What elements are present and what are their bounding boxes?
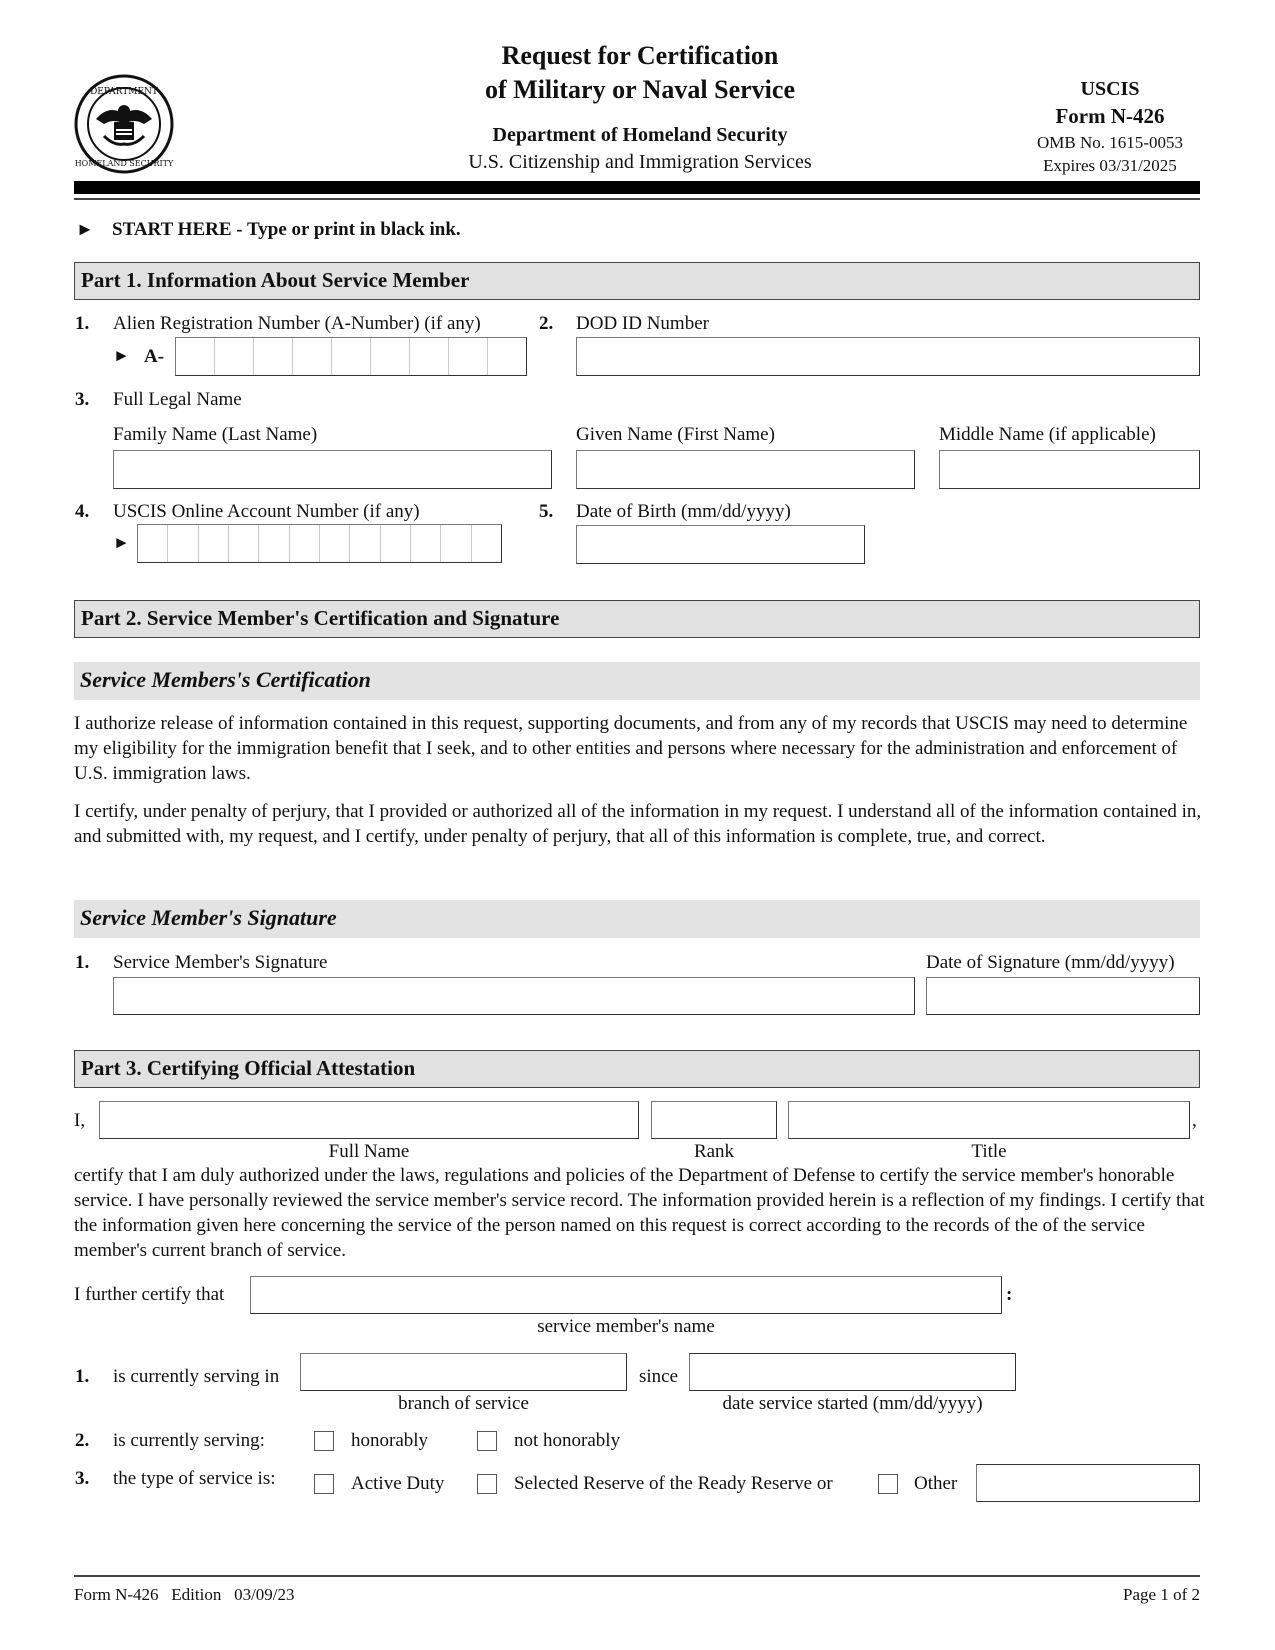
other-label: Other xyxy=(914,1473,958,1494)
selected-reserve-checkbox[interactable] xyxy=(477,1474,497,1494)
title-caption: Title xyxy=(971,1141,1007,1162)
expiration-date: Expires 03/31/2025 xyxy=(1043,156,1177,175)
member-signature-label: Service Member's Signature xyxy=(113,952,328,973)
selected-reserve-label: Selected Reserve of the Ready Reserve or xyxy=(514,1473,833,1494)
middle-name-input[interactable] xyxy=(939,450,1200,489)
department-name: Department of Homeland Security xyxy=(492,124,788,146)
member-signature-input[interactable] xyxy=(113,977,915,1015)
middle-name-label: Middle Name (if applicable) xyxy=(939,424,1156,445)
q3-number: 3. xyxy=(75,389,90,410)
branch-caption: branch of service xyxy=(398,1393,529,1414)
footer-form-edition: Form N-426 Edition 03/09/23 xyxy=(74,1585,295,1604)
a-number-arrow: ► xyxy=(113,346,130,365)
form-title-line2: of Military or Naval Service xyxy=(485,75,795,104)
branch-of-service-input[interactable] xyxy=(300,1353,627,1391)
q1-number: 1. xyxy=(75,313,90,334)
active-duty-label: Active Duty xyxy=(351,1473,445,1494)
start-here-text: - Type or print in black ink. xyxy=(231,219,461,240)
a-number-input[interactable] xyxy=(175,337,527,376)
service-start-date-input[interactable] xyxy=(689,1353,1016,1391)
signature-subheader: Service Member's Signature xyxy=(74,900,1200,938)
svg-text:HOMELAND SECURITY: HOMELAND SECURITY xyxy=(74,159,174,168)
a-number-prefix: A- xyxy=(144,346,165,367)
official-title-input[interactable] xyxy=(788,1101,1190,1139)
certification-paragraph-2: I certify, under penalty of perjury, that I provided or authorized all of the information in my request. I understand all of the information contained in, and submitted with, my request, and I certify, under penalty of perjury, that all of this information is complete, true, and correct. xyxy=(74,801,1202,847)
dod-id-input[interactable] xyxy=(576,337,1200,376)
dhs-seal-icon xyxy=(74,74,174,174)
i-label: I, xyxy=(74,1110,86,1131)
since-label: since xyxy=(639,1366,679,1387)
p3-q1-number: 1. xyxy=(75,1366,90,1387)
date-of-birth-input[interactable] xyxy=(576,525,865,564)
header-thin-rule xyxy=(74,198,1200,200)
service-member-name-input[interactable] xyxy=(250,1276,1002,1314)
family-name-label: Family Name (Last Name) xyxy=(113,424,318,445)
title-comma: , xyxy=(1192,1110,1197,1131)
not-honorably-label: not honorably xyxy=(514,1430,621,1451)
service-type-label: the type of service is: xyxy=(113,1468,276,1489)
serving-in-label: is currently serving in xyxy=(113,1366,280,1387)
header-thick-rule xyxy=(74,181,1200,194)
full-legal-name-label: Full Legal Name xyxy=(113,389,242,410)
rank-caption: Rank xyxy=(693,1141,735,1162)
uscis-account-arrow: ► xyxy=(113,533,130,552)
certification-subheader: Service Members's Certification xyxy=(74,662,1200,700)
family-name-input[interactable] xyxy=(113,450,552,489)
signature-date-label: Date of Signature (mm/dd/yyyy) xyxy=(926,952,1175,973)
uscis-account-input[interactable] xyxy=(137,524,502,563)
q5-number: 5. xyxy=(539,501,554,522)
given-name-input[interactable] xyxy=(576,450,915,489)
p3-q3-number: 3. xyxy=(75,1468,90,1489)
q4-number: 4. xyxy=(75,501,90,522)
uscis-account-label: USCIS Online Account Number (if any) xyxy=(113,501,420,522)
serving-status-label: is currently serving: xyxy=(113,1430,265,1451)
agency-name: U.S. Citizenship and Immigration Services xyxy=(468,151,812,173)
footer-rule xyxy=(74,1575,1200,1577)
active-duty-checkbox[interactable] xyxy=(314,1474,334,1494)
a-number-label: Alien Registration Number (A-Number) (if any) xyxy=(113,313,481,334)
honorably-label: honorably xyxy=(351,1430,429,1451)
given-name-label: Given Name (First Name) xyxy=(576,424,775,445)
start-here-instruction xyxy=(112,219,461,241)
q2-number: 2. xyxy=(539,313,554,334)
sig-q1-number: 1. xyxy=(75,952,90,973)
honorably-checkbox[interactable] xyxy=(314,1431,334,1451)
attestation-paragraph: certify that I am duly authorized under the laws, regulations and policies of the Department of Defense to certify the service member's honorable service. I have personally reviewed the service member's service record. The information provided herein is a reflection of my findings. I certify that the information given here concerning the service of the person named on this request is correct according to the records of the of the service member's current branch of service. xyxy=(74,1165,1205,1261)
further-certify-colon: : xyxy=(1006,1284,1013,1305)
part2-header: Part 2. Service Member's Certification and Signature xyxy=(74,600,1200,638)
omb-number: OMB No. 1615-0053 xyxy=(1037,133,1183,152)
svg-text:DEPARTMENT: DEPARTMENT xyxy=(90,87,158,97)
start-here-label: START HERE xyxy=(112,219,232,240)
footer-page-number: Page 1 of 2 xyxy=(1123,1585,1200,1604)
dod-id-label: DOD ID Number xyxy=(576,313,709,334)
other-checkbox[interactable] xyxy=(878,1474,898,1494)
not-honorably-checkbox[interactable] xyxy=(477,1431,497,1451)
p3-q2-number: 2. xyxy=(75,1430,90,1451)
official-rank-input[interactable] xyxy=(651,1101,777,1139)
part1-header: Part 1. Information About Service Member xyxy=(74,262,1200,300)
start-date-caption: date service started (mm/dd/yyyy) xyxy=(722,1393,983,1414)
form-title-line1: Request for Certification xyxy=(501,41,779,70)
further-certify-label: I further certify that xyxy=(74,1284,225,1305)
date-of-birth-label: Date of Birth (mm/dd/yyyy) xyxy=(576,501,791,522)
signature-date-input[interactable] xyxy=(926,977,1200,1015)
certification-paragraph-1: I authorize release of information contained in this request, supporting documents, and from any of my records that USCIS may need to determine my eligibility for the immigration benefit that I seek, and to other entities and persons where necessary for the administration and enforcement of U.S. immigration laws. xyxy=(74,713,1188,784)
agency-short: USCIS xyxy=(1080,78,1140,100)
official-full-name-input[interactable] xyxy=(99,1101,639,1139)
form-number: Form N-426 xyxy=(1055,104,1165,128)
full-name-caption: Full Name xyxy=(328,1141,410,1162)
part3-header: Part 3. Certifying Official Attestation xyxy=(74,1050,1200,1088)
other-service-type-input[interactable] xyxy=(976,1464,1200,1502)
member-name-caption: service member's name xyxy=(537,1316,715,1337)
start-here-arrow: ► xyxy=(76,219,94,239)
